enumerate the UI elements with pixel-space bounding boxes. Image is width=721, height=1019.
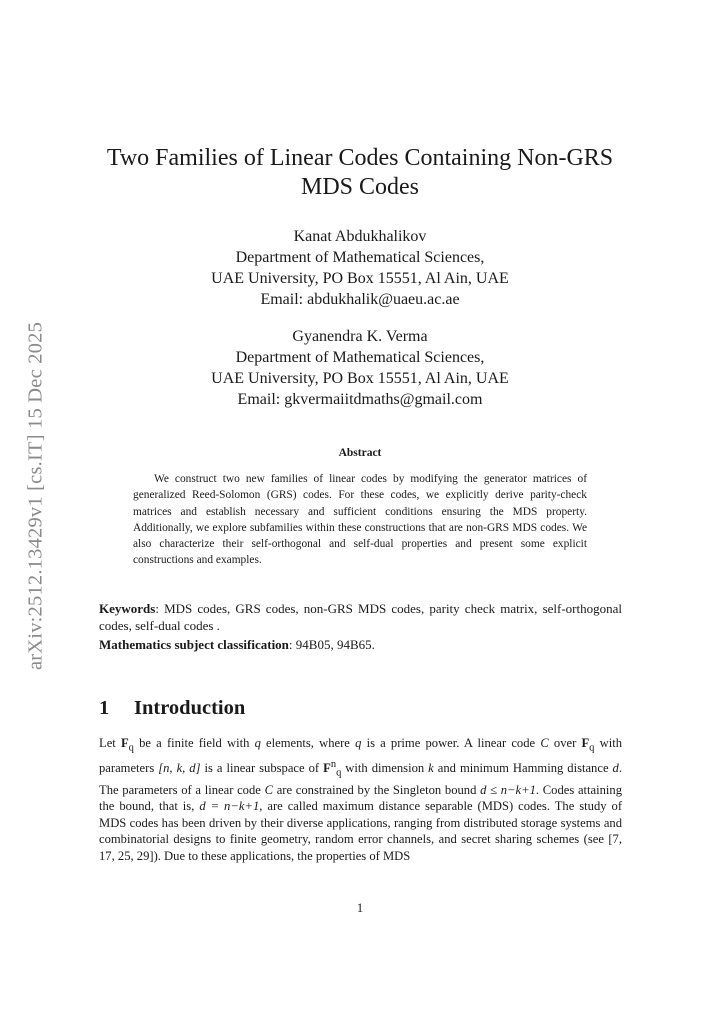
author-affiliation: UAE University, PO Box 15551, Al Ain, UAE [211, 370, 509, 387]
paper-title [80, 144, 640, 202]
section-heading [99, 697, 245, 720]
title-line-2: MDS Codes [300, 174, 420, 200]
author-name: Kanat Abdukhalikov [293, 228, 427, 245]
subject-classification [99, 637, 622, 654]
introduction-paragraph: Let $F_q$ be a finite field with q elements, where q is a prime power. A linear code C over $F_q$ with parameters [n, k, d] is a linear subspace of $F^n_q$ with dimension k and minimum Hamming distance d. The parameters of a linear code C are constrained by the Singleton bound d ≤ n−k+1. Codes attaining the bound, that is, d = n−k+1, are called maximum distance separable (MDS) codes. The study of MDS codes has been driven by their diverse applications, ranging from distributed storage systems and combinatorial designs to finite geometry, random error channels, and secret sharing schemes (see [7, 17, 25, 29]). Due to these applications, the properties of MDS [99, 736, 623, 863]
author-affiliation: UAE University, PO Box 15551, Al Ain, UAE [211, 270, 509, 287]
section-number: 1 [99, 697, 110, 719]
page-number: 1 [356, 901, 364, 915]
author-email[interactable]: Email: gkvermaiitdmaths@gmail.com [237, 391, 483, 408]
author-block-1 [110, 226, 610, 310]
section-title: Introduction [134, 697, 246, 719]
arxiv-identifier[interactable]: arXiv:2512.13429v1 [cs.IT] 15 Dec 2025 [24, 321, 47, 671]
keywords-label: Keywords [99, 601, 156, 616]
abstract-body: We construct two new families of linear codes by modifying the generator matrices of generalized Reed-Solomon (GRS) codes. For these codes, we explicitly derive parity-check matrices and establish necessary and sufficient conditions ensuring the MDS property. Additionally, we explore subfamilies within these constructions that are non-GRS MDS codes. We also characterize their self-orthogonal and self-dual properties and present some explicit constructions and examples. [133, 473, 587, 567]
keywords-text: : MDS codes, GRS codes, non-GRS MDS codes, parity check matrix, self-orthogonal codes, self-dual codes . [99, 601, 622, 633]
keywords [99, 601, 622, 634]
author-department: Department of Mathematical Sciences, [235, 349, 485, 366]
author-department: Department of Mathematical Sciences, [235, 249, 485, 266]
math-field-symbol: F [120, 736, 129, 750]
abstract-heading: Abstract [338, 447, 382, 459]
msc-text: : 94B05, 94B65. [288, 637, 375, 652]
author-email[interactable]: Email: abdukhalik@uaeu.ac.ae [260, 291, 460, 308]
title-line-1: Two Families of Linear Codes Containing Non-GRS [106, 145, 614, 171]
author-block-2 [110, 326, 610, 410]
math-field-symbol: F [323, 761, 331, 776]
math-field-symbol: F [581, 736, 590, 750]
author-name: Gyanendra K. Verma [292, 328, 428, 345]
msc-label: Mathematics subject classification [99, 637, 289, 652]
